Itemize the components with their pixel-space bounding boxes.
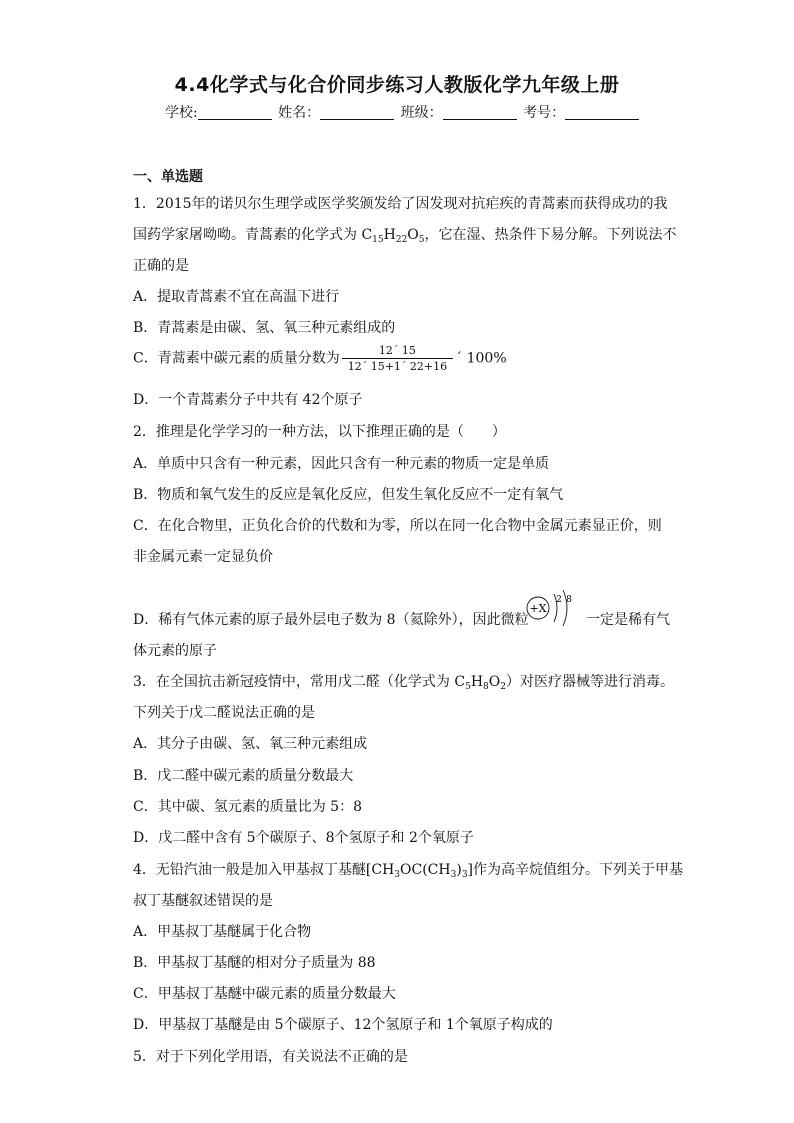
q1-option-d: D．一个青蒿素分子中共有 42个原子 <box>133 392 363 408</box>
q4-option-b: B．甲基叔丁基醚的相对分子质量为 88 <box>133 955 376 971</box>
q2-option-d-pre: D．稀有气体元素的原子最外层电子数为 8（氦除外），因此微粒 <box>133 612 529 628</box>
atom-structure-diagram <box>523 586 583 630</box>
q2-option-d-line2: 体元素的原子 <box>133 643 217 659</box>
class-blank[interactable] <box>443 105 517 120</box>
mass-fraction-formula: $\frac{12´ 15}{12´ 15+1´ 22+16}$ <box>342 344 453 373</box>
q3-option-b: B．戊二醛中碳元素的质量分数最大 <box>133 768 354 784</box>
q3-option-d: D．戊二醛中含有 5个碳原子、8个氢原子和 2个氧原子 <box>133 830 474 846</box>
name-label: 姓名： <box>278 105 321 121</box>
shell-2-electrons: 8 <box>566 595 572 605</box>
school-label: 学校: <box>165 105 198 121</box>
q3-stem-line1: 3．在全国抗击新冠疫情中，常用戊二醛（化学式为 $C_5H_8O_2$）对医疗器械等进行消毒。 <box>133 674 674 692</box>
q1-stem-line1: 1．2015年的诺贝尔生理学或医学奖颁发给了因发现对抗疟疾的青蒿素而获得成功的我 <box>133 196 668 212</box>
q2-option-d-post: 一定是稀有气 <box>586 612 670 628</box>
q4-stem-line1: 4．无铅汽油一般是加入甲基叔丁基醚$[CH_3OC(CH_3)_3]$作为高辛烷值组分。下列关于甲基 <box>133 862 684 880</box>
q4-option-a: A．甲基叔丁基醚属于化合物 <box>133 924 312 940</box>
class-label: 班级： <box>400 105 443 121</box>
q3-option-c: C．其中碳、氢元素的质量比为 5：8 <box>133 799 362 815</box>
page-title: 4.4化学式与化合价同步练习人教版化学九年级上册 <box>174 74 620 96</box>
q2-option-c-line2: 非金属元素一定显负价 <box>133 549 273 565</box>
school-blank[interactable] <box>198 105 272 120</box>
q4-option-d: D．甲基叔丁基醚是由 5个碳原子、12个氢原子和 1个氧原子构成的 <box>133 1017 553 1033</box>
student-info-line <box>165 102 645 122</box>
q4-stem-line2: 叔丁基醚叙述错误的是 <box>133 893 273 909</box>
q1-option-c: C．青蒿素中碳元素的质量分数为 $\frac{12´ 15}{12´ 15+1´ 22+16}$ ´ 100% <box>133 344 507 373</box>
section-heading: 一、单选题 <box>133 169 203 185</box>
q2-option-a: A．单质中只含有一种元素，因此只含有一种元素的物质一定是单质 <box>133 456 550 472</box>
q3-option-a: A．其分子由碳、氢、氧三种元素组成 <box>133 736 368 752</box>
nucleus-charge: +X <box>529 602 547 615</box>
q2-stem: 2．推理是化学学习的一种方法，以下推理正确的是（ ） <box>133 424 506 440</box>
q1-option-b: B．青蒿素是由碳、氢、氧三种元素组成的 <box>133 320 396 336</box>
q2-option-b: B．物质和氧气发生的反应是氧化反应，但发生氧化反应不一定有氧气 <box>133 487 564 503</box>
q2-option-c-line1: C．在化合物里，正负化合价的代数和为零，所以在同一化合物中金属元素显正价，则 <box>133 518 662 534</box>
q3-stem-line2: 下列关于戊二醛说法正确的是 <box>133 705 315 721</box>
q1-stem-line3: 正确的是 <box>133 258 189 274</box>
q5-stem: 5．对于下列化学用语，有关说法不正确的是 <box>133 1049 408 1065</box>
shell-1-electrons: 2 <box>556 595 562 605</box>
exam-no-label: 考号： <box>523 105 566 121</box>
q1-stem-line2: 国药学家屠呦呦。青蒿素的化学式为 $C_{15}H_{22}O_5$，它在湿、热条件下易分解。下列说法不 <box>133 227 677 245</box>
exam-no-blank[interactable] <box>565 105 639 120</box>
q4-option-c: C．甲基叔丁基醚中碳元素的质量分数最大 <box>133 986 396 1002</box>
name-blank[interactable] <box>320 105 394 120</box>
q1-option-a: A．提取青蒿素不宜在高温下进行 <box>133 289 340 305</box>
